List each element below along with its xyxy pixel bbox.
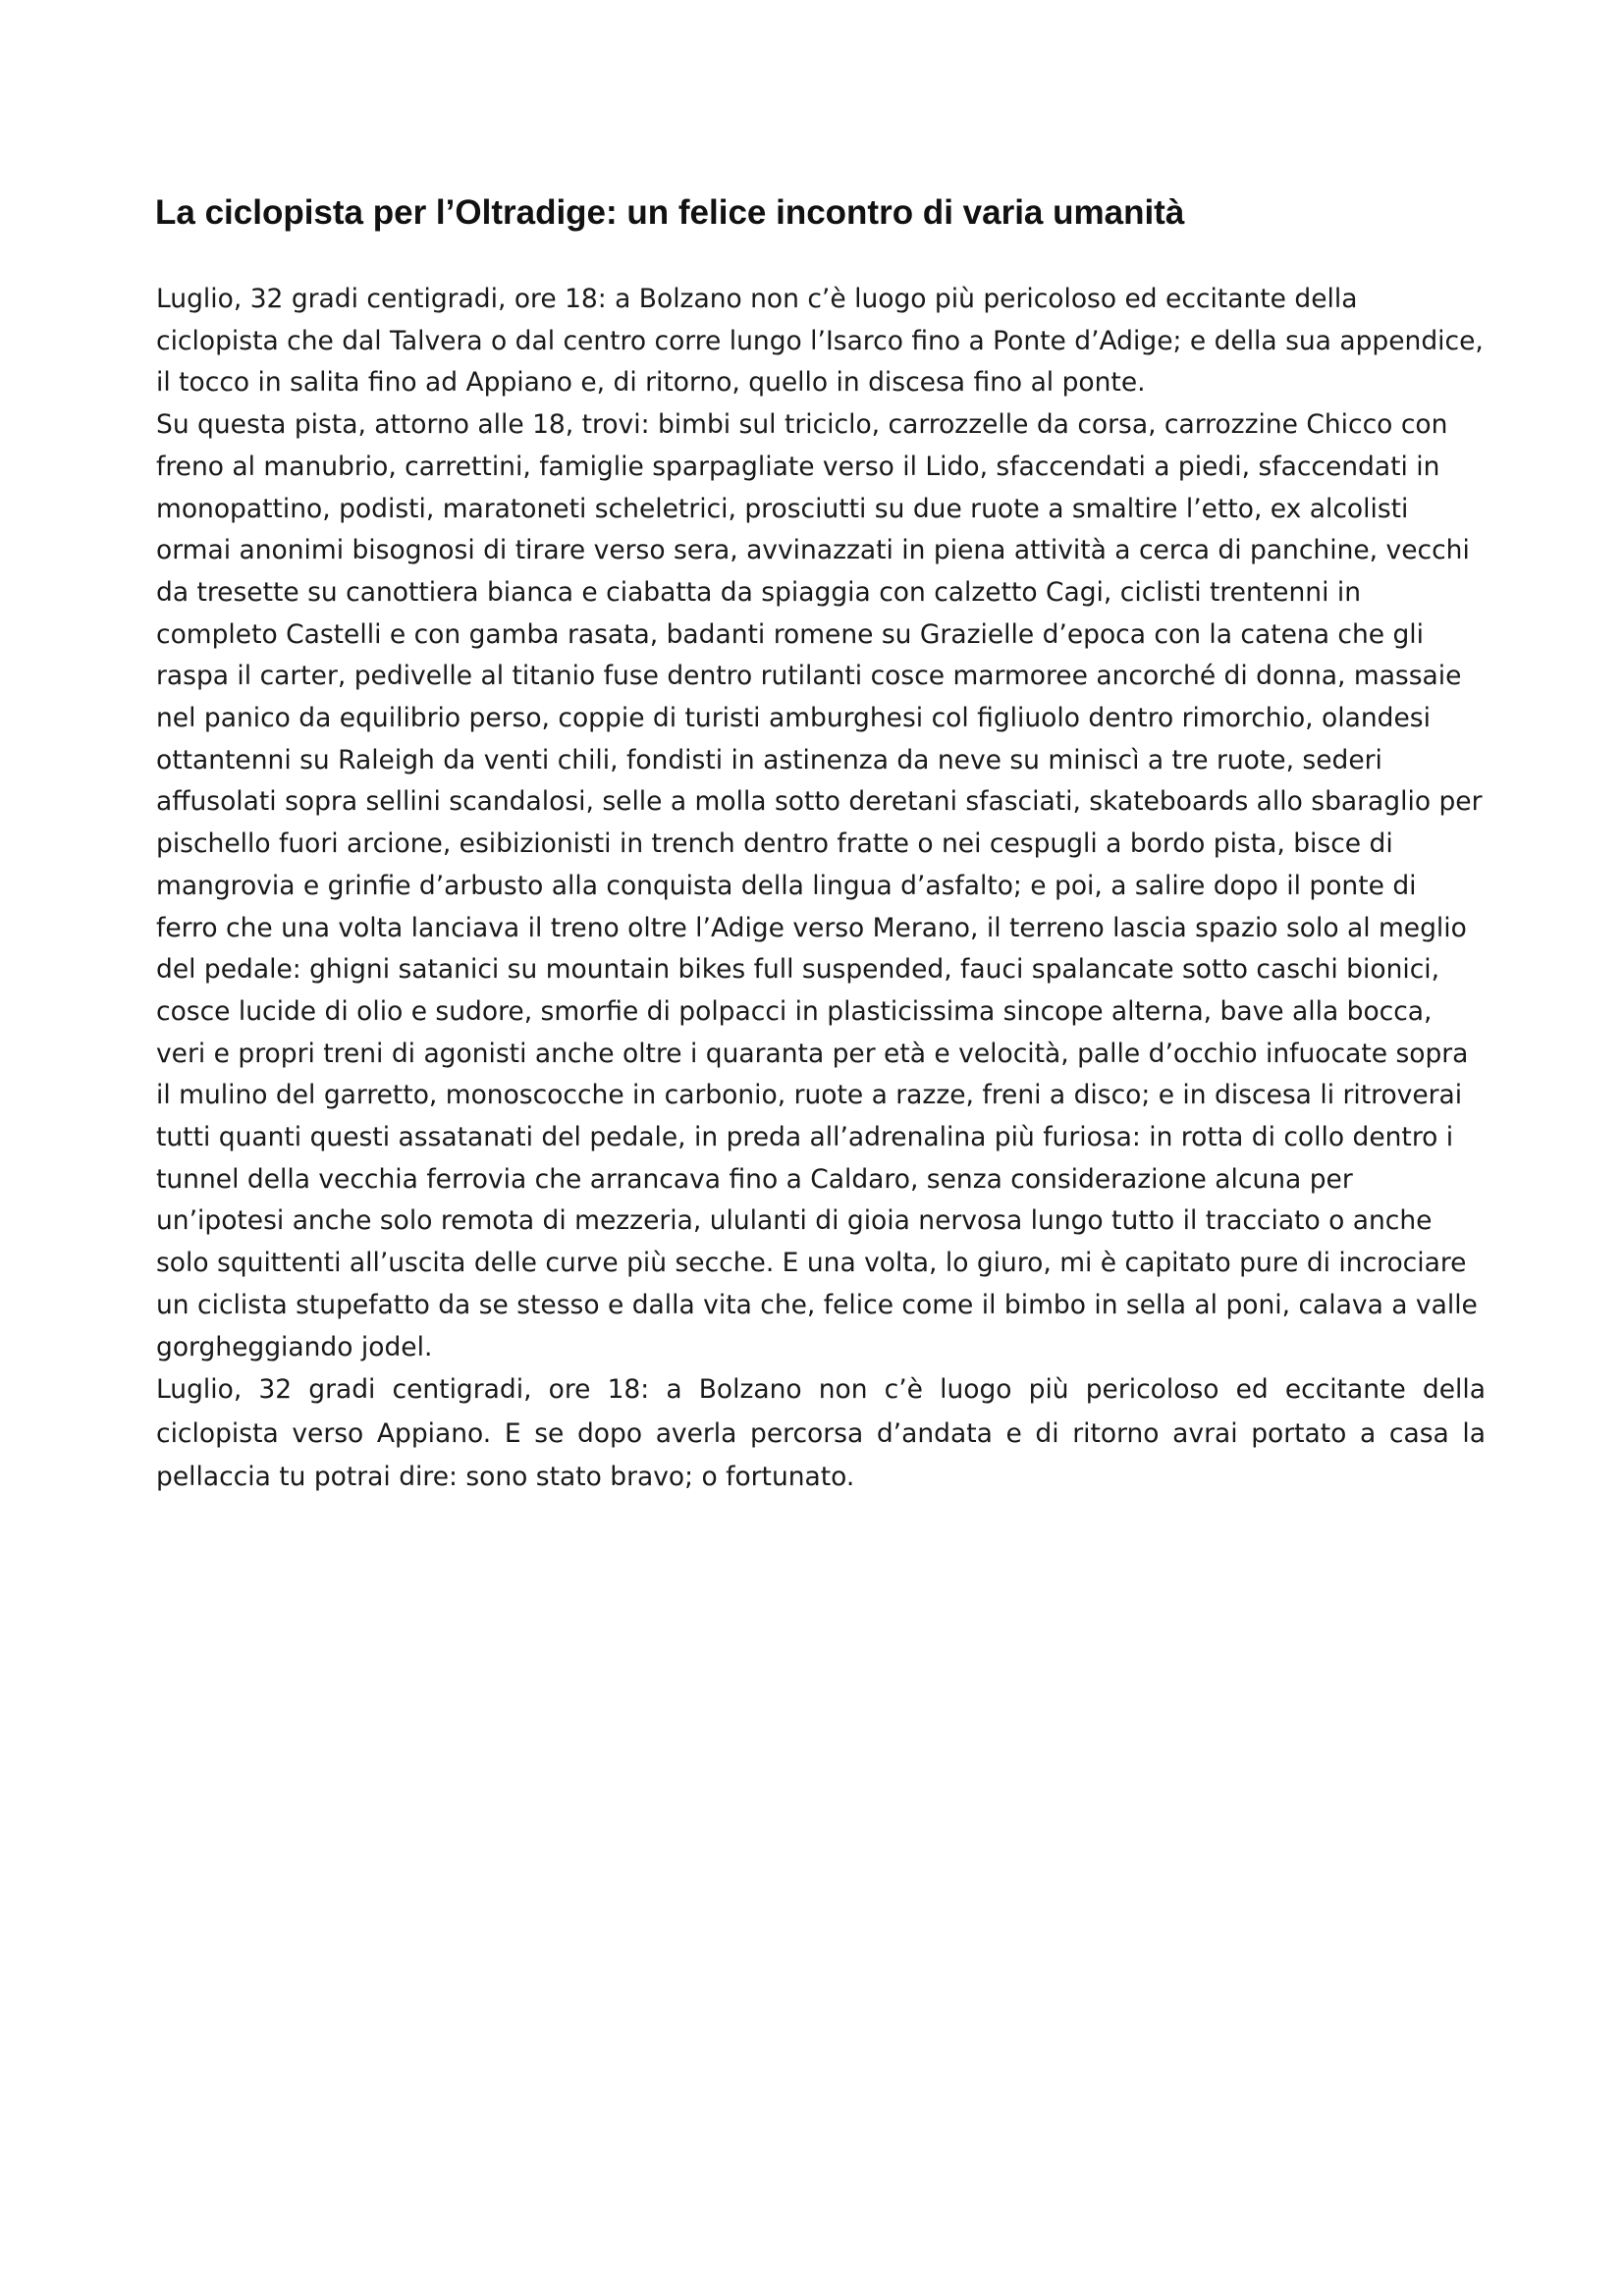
paragraph-intro: Luglio, 32 gradi centigradi, ore 18: a Bolzano non c’è luogo più pericoloso ed eccitante della ciclopista che dal Talvera o dal centro corre lungo l’Isarco fino a Ponte d’Adige; e della sua appendice, il tocco in salita fino ad Appiano e, di ritorno, quello in discesa fino al ponte. bbox=[156, 284, 1484, 399]
document-body bbox=[156, 279, 1486, 1500]
paragraph-list: Su questa pista, attorno alle 18, trovi: bimbi sul triciclo, carrozzelle da corsa, carrozzine Chicco con freno al manubrio, carrettini, famiglie sparpagliate verso il Lido, sfaccendati a piedi, sfaccendati in monopattino, podisti, maratoneti scheletrici, prosciutti su due ruote a smaltire l’etto, ex alcolisti ormai anonimi bisognosi di tirare verso sera, avvinazzati in piena attività a cerca di panchine, vecchi da tresette su canottiera bianca e ciabatta da spiaggia con calzetto Cagi, ciclisti trentenni in completo Castelli e con gamba rasata, badanti romene su Grazielle d’epoca con la catena che gli raspa il carter, pedivelle al titanio fuse dentro rutilanti cosce marmoree ancorché di donna, massaie nel panico da equilibrio perso, coppie di turisti amburghesi col figliuolo dentro rimorchio, olandesi ottantenni su Raleigh da venti chili, fondisti in astinenza da neve su miniscì a tre ruote, sederi affusolati sopra sellini scandalosi, selle a molla sotto deretani sfasciati, skateboards allo sbaraglio per pischello fuori arcione, esibizionisti in trench dentro fratte o nei cespugli a bordo pista, bisce di mangrovia e grinfie d’arbusto alla conquista della lingua d’asfalto; e poi, a salire dopo il ponte di ferro che una volta lanciava il treno oltre l’Adige verso Merano, il terreno lascia spazio solo al meglio del pedale: ghigni satanici su mountain bikes full suspended, fauci spalancate sotto caschi bionici, cosce lucide di olio e sudore, smorfie di polpacci in plasticissima sincope alterna, bave alla bocca, veri e propri treni di agonisti anche oltre i quaranta per età e velocità, palle d’occhio infuocate sopra il mulino del garretto, monoscocche in carbonio, ruote a razze, freni a disco; e in discesa li ritroverai tutti quanti questi assatanati del pedale, in preda all’adrenalina più furiosa: in rotta di collo dentro i tunnel della vecchia ferrovia che arrancava fino a Caldaro, senza considerazione alcuna per un’ipotesi anche solo remota di mezzeria, ululanti di gioia nervosa lungo tutto il tracciato o anche solo squittenti all’uscita delle curve più secche. E una volta, lo giuro, mi è capitato pure di incrociare un ciclista stupefatto da se stesso e dalla vita che, felice come il bimbo in sella al poni, calava a valle gorgheggiando jodel. bbox=[156, 409, 1483, 1362]
paragraph-closing: Luglio, 32 gradi centigradi, ore 18: a Bolzano non c’è luogo più pericoloso ed eccitante della ciclopista verso Appiano. E se dopo averla percorsa d’andata e di ritorno avrai portato a casa la pellaccia tu potrai dire: sono stato bravo; o fortunato. bbox=[156, 1374, 1486, 1493]
document-title: La ciclopista per l’Oltradige: un felice incontro di varia umanità bbox=[155, 193, 1185, 232]
